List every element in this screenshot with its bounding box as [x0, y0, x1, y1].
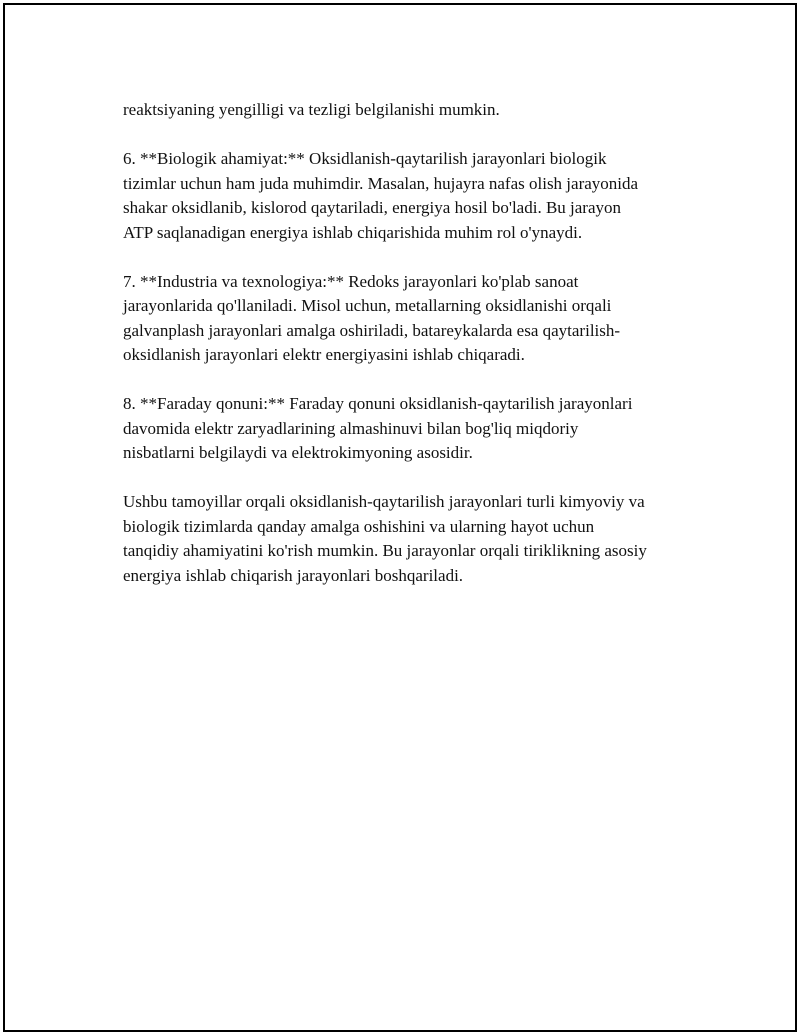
paragraph-continuation: reaktsiyaning yengilligi va tezligi belgilanishi mumkin.	[123, 100, 500, 119]
paragraph-biologik-ahamiyat: 6. **Biologik ahamiyat:** Oksidlanish-qaytarilish jarayonlari biologik tizimlar uchun ham juda muhimdir. Masalan, hujayra nafas olish jarayonida shakar oksidlanib, kislorod qaytariladi, energiya hosil bo'ladi. Bu jarayon ATP saqlanadigan energiya ishlab chiqarishida muhim rol o'ynaydi.	[123, 149, 639, 242]
page-frame	[3, 3, 797, 1032]
paragraph-conclusion: Ushbu tamoyillar orqali oksidlanish-qaytarilish jarayonlari turli kimyoviy va biologik tizimlarda qanday amalga oshishini va ularning hayot uchun tanqidiy ahamiyatini ko'rish mumkin. Bu jarayonlar orqali tiriklikning asosiy energiya ishlab chiqarish jarayonlari boshqariladi.	[123, 492, 647, 585]
document-body	[123, 98, 703, 613]
paragraph-industria-texnologiya: 7. **Industria va texnologiya:** Redoks jarayonlari ko'plab sanoat jarayonlarida qo'llaniladi. Misol uchun, metallarning oksidlanishi orqali galvanplash jarayonlari amalga oshiriladi, batareykalarda esa qaytarilish- oksidlanish jarayonlari elektr energiyasini ishlab chiqaradi.	[123, 271, 621, 364]
paragraph-faraday-qonuni: 8. **Faraday qonuni:** Faraday qonuni oksidlanish-qaytarilish jarayonlari davomida elektr zaryadlarining almashinuvi bilan bog'liq miqdoriy nisbatlarni belgilaydi va elektrokimyoning asosidir.	[123, 394, 633, 462]
